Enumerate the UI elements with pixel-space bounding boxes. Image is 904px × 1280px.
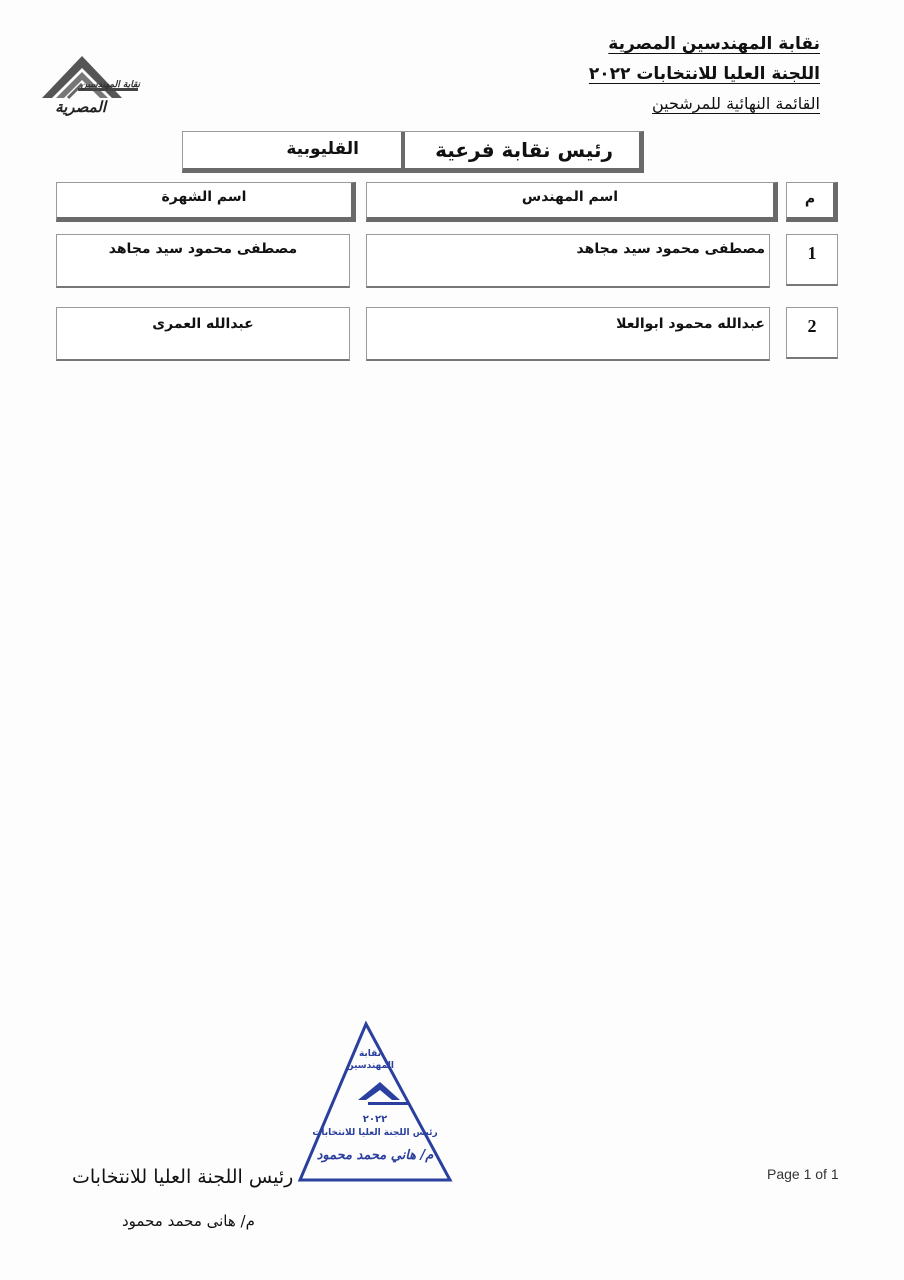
header-index-label: م [804, 191, 816, 207]
title-bar [182, 131, 644, 173]
header-cell-known-name [56, 182, 356, 222]
header-committee: اللجنة العليا للانتخابات ٢٠٢٢ [588, 64, 820, 84]
row-engineer-name-cell [366, 234, 770, 288]
page-number: Page 1 of 1 [767, 1166, 839, 1182]
logo-text-bottom: المصرية [55, 98, 106, 116]
row-engineer-name: عبدالله محمود ابوالعلا [616, 316, 765, 332]
header-engineer-name-label: اسم المهندس [521, 189, 619, 205]
row-known-name: مصطفى محمود سيد مجاهد [108, 241, 298, 257]
syndicate-logo [38, 52, 142, 124]
stamp-top-text: نقابة المهندسين [346, 1049, 394, 1071]
header-syndicate-name: نقابة المهندسين المصرية [608, 34, 820, 54]
signature-name: م/ هانى محمد محمود [122, 1212, 255, 1230]
header-cell-engineer-name [366, 182, 778, 222]
row-known-name-cell [56, 234, 350, 288]
row-index: 1 [807, 243, 817, 263]
title-branch: القليوبية [286, 139, 359, 159]
row-index-cell [786, 307, 838, 359]
row-engineer-name-cell [366, 307, 770, 361]
stamp-role: رئيس اللجنة العليا للانتخابات [312, 1128, 438, 1138]
title-position: رئيس نقابة فرعية [435, 138, 613, 162]
row-index-cell [786, 234, 838, 286]
stamp-year: ٢٠٢٢ [362, 1114, 388, 1125]
row-known-name-cell [56, 307, 350, 361]
logo-text-top: نقابة المهندسين [80, 80, 140, 90]
header-known-name-label: اسم الشهرة [161, 189, 247, 205]
header-final-list: القائمة النهائية للمرشحين [652, 94, 820, 113]
header-cell-index [786, 182, 838, 222]
title-divider [401, 132, 405, 169]
stamp-name: م/ هاني محمد محمود [316, 1148, 434, 1163]
row-known-name: عبدالله العمرى [152, 316, 254, 332]
signature-title: رئيس اللجنة العليا للانتخابات [72, 1166, 294, 1188]
row-engineer-name: مصطفى محمود سيد مجاهد [576, 241, 765, 257]
official-stamp [296, 1020, 454, 1186]
row-index: 2 [807, 316, 817, 336]
